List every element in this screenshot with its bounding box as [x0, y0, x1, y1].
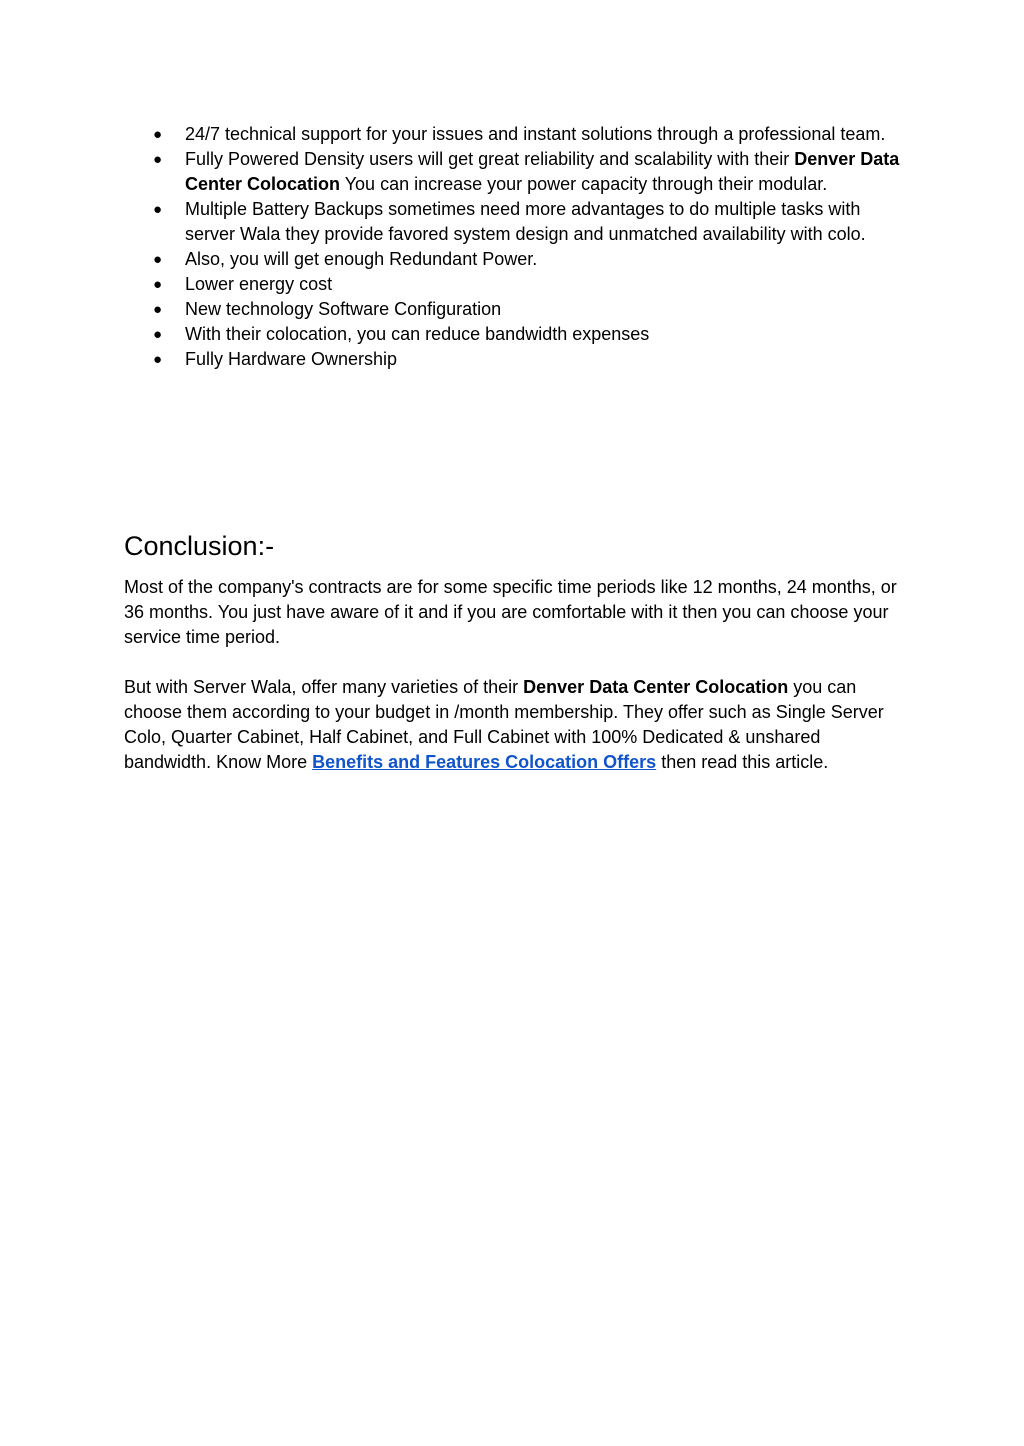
list-item-text: 24/7 technical support for your issues and instant solutions through a professional team. — [185, 124, 886, 144]
list-item-text: With their colocation, you can reduce bandwidth expenses — [185, 324, 650, 344]
list-item — [124, 322, 904, 347]
list-item — [124, 297, 904, 322]
bullet-icon: ● — [153, 251, 163, 268]
list-item-text: You can increase your power capacity through their modular. — [340, 174, 828, 194]
benefits-features-link[interactable]: Benefits and Features Colocation Offers — [312, 752, 657, 772]
paragraph-text: then read this article. — [656, 752, 829, 772]
list-item — [124, 247, 904, 272]
paragraph-text: you can choose them according to your budget in /month membership. They offer such as Single Server Colo, Quarter Cabinet, Half Cabinet, and Full Cabinet with 100% Dedicated & unshared bandwidth. Know More — [124, 677, 884, 772]
bullet-icon: ● — [153, 351, 163, 368]
conclusion-heading: Conclusion:- — [124, 531, 275, 561]
bullet-icon: ● — [153, 151, 163, 168]
list-item — [124, 347, 904, 372]
bullet-icon: ● — [153, 326, 163, 343]
list-item-text: Multiple Battery Backups sometimes need more advantages to do multiple tasks with server Wala they provide favored system design and unmatched availability with colo. — [185, 199, 866, 244]
list-item-text: New technology Software Configuration — [185, 299, 502, 319]
list-item-text: Fully Hardware Ownership — [185, 349, 398, 369]
list-item-text: Also, you will get enough Redundant Power. — [185, 249, 538, 269]
list-item — [124, 147, 904, 197]
conclusion-paragraph — [124, 675, 904, 775]
bullet-icon: ● — [153, 201, 163, 218]
conclusion-paragraph: Most of the company's contracts are for some specific time periods like 12 months, 24 months, or 36 months. You just have aware of it and if you are comfortable with it then you can choose your service time period. — [124, 577, 897, 647]
list-item — [124, 272, 904, 297]
bold-keyword: Denver Data Center Colocation — [523, 677, 789, 697]
list-item-text: Fully Powered Density users will get great reliability and scalability with their — [185, 149, 795, 169]
bullet-icon: ● — [153, 126, 163, 143]
list-item — [124, 197, 904, 247]
bullet-icon: ● — [153, 301, 163, 318]
feature-bullet-list — [124, 122, 904, 372]
list-item-text: Lower energy cost — [185, 274, 333, 294]
list-item — [124, 122, 904, 147]
bold-keyword: Denver Data Center Colocation — [185, 149, 900, 194]
bullet-icon: ● — [153, 276, 163, 293]
paragraph-text: But with Server Wala, offer many varieties of their — [124, 677, 524, 697]
